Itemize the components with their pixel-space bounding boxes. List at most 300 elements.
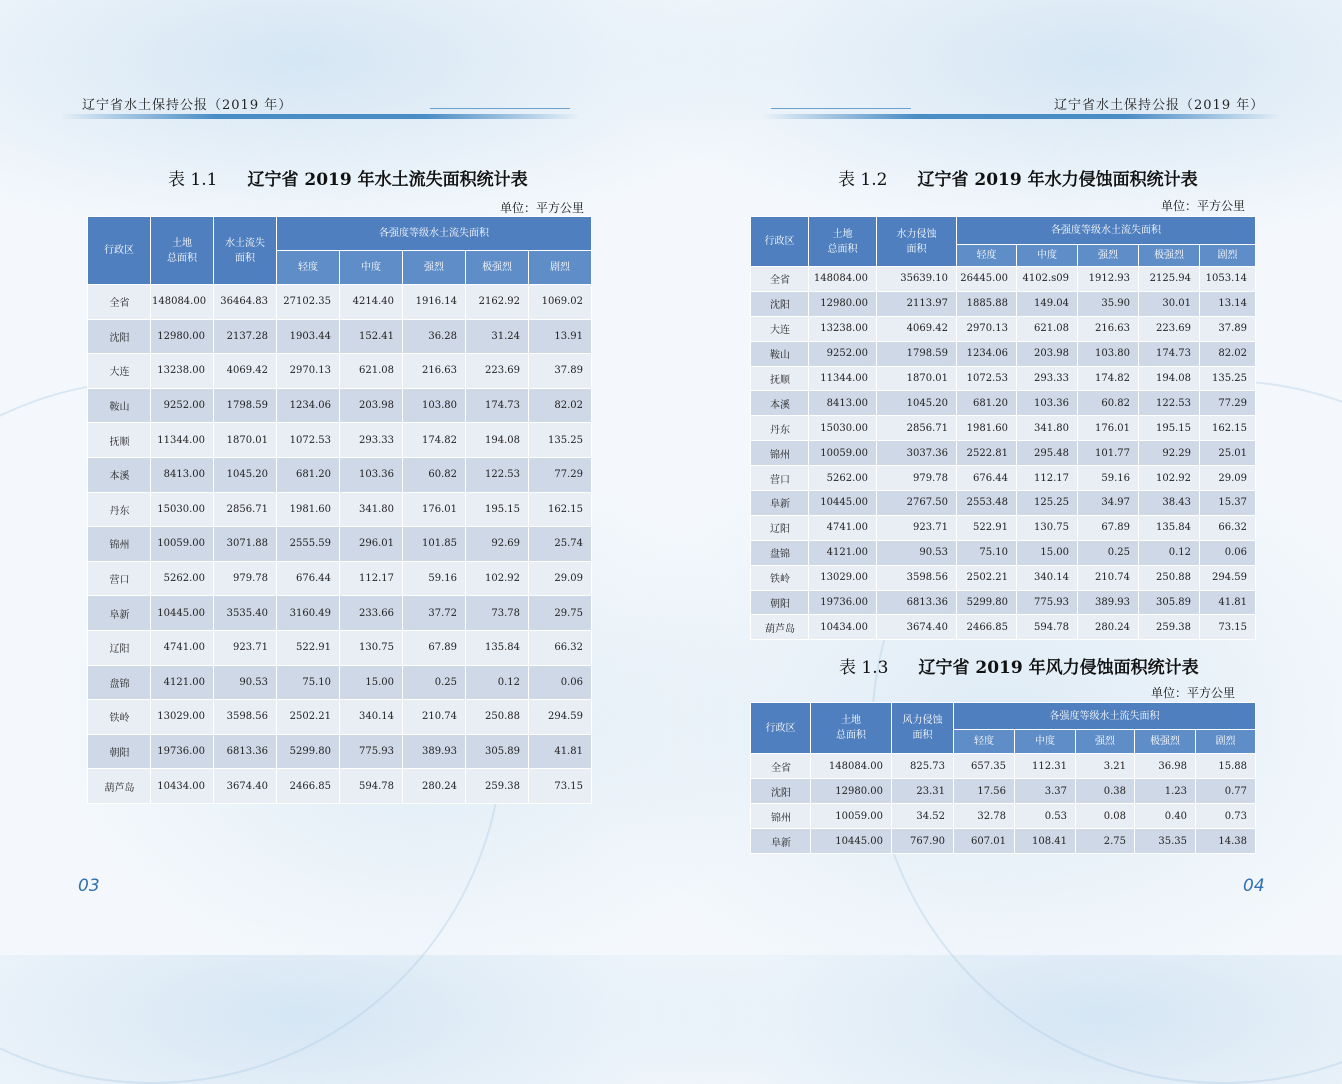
- cell-value: 2466.85: [957, 615, 1017, 640]
- cell-value: 594.78: [1017, 615, 1078, 640]
- cell-value: 10445.00: [809, 491, 877, 516]
- cell-value: 176.01: [1078, 416, 1139, 441]
- table-title-text: 辽宁省 2019 年水力侵蚀面积统计表: [917, 170, 1198, 190]
- table-row: [751, 341, 1256, 366]
- cell-value: 122.53: [466, 457, 529, 492]
- cell-value: 4069.42: [877, 316, 957, 341]
- cell-value: 59.16: [403, 561, 466, 596]
- cell-value: 195.15: [1139, 416, 1200, 441]
- running-header: 辽宁省水土保持公报（2019 年）: [1054, 98, 1265, 113]
- table-row: [751, 540, 1256, 565]
- cell-value: 135.84: [466, 630, 529, 665]
- cell-value: 223.69: [466, 354, 529, 389]
- region-name: 朝阳: [88, 734, 151, 769]
- cell-value: 1798.59: [214, 388, 277, 423]
- header-region: 行政区: [751, 217, 809, 267]
- cell-value: 2767.50: [877, 491, 957, 516]
- cell-value: 135.25: [1200, 366, 1256, 391]
- region-name: 阜新: [88, 596, 151, 631]
- table-row: [88, 561, 592, 596]
- cell-value: 10434.00: [151, 769, 214, 804]
- cell-value: 0.25: [403, 665, 466, 700]
- header-level: 剧烈: [1200, 245, 1256, 267]
- cell-value: 35.90: [1078, 291, 1139, 316]
- table-row: [751, 590, 1256, 615]
- cell-value: 825.73: [892, 754, 954, 779]
- cell-value: 12980.00: [809, 291, 877, 316]
- cell-value: 13238.00: [151, 354, 214, 389]
- table-number: 表 1.3: [839, 658, 889, 678]
- cell-value: 233.66: [340, 596, 403, 631]
- cell-value: 0.38: [1076, 779, 1135, 804]
- header-total-area: 土地 总面积: [151, 217, 214, 285]
- cell-value: 92.69: [466, 527, 529, 562]
- cell-value: 90.53: [877, 540, 957, 565]
- cell-value: 103.36: [340, 457, 403, 492]
- cell-value: 112.17: [340, 561, 403, 596]
- table-row: [751, 804, 1256, 829]
- cell-value: 10445.00: [151, 596, 214, 631]
- region-name: 全省: [751, 754, 811, 779]
- cell-value: 3160.49: [277, 596, 340, 631]
- cell-value: 13029.00: [151, 700, 214, 735]
- cell-value: 2555.59: [277, 527, 340, 562]
- cell-value: 195.15: [466, 492, 529, 527]
- cell-value: 594.78: [340, 769, 403, 804]
- header-rule: [761, 114, 1281, 119]
- cell-value: 1912.93: [1078, 267, 1139, 292]
- cell-value: 3.21: [1076, 754, 1135, 779]
- cell-value: 1885.88: [957, 291, 1017, 316]
- cell-value: 108.41: [1015, 829, 1076, 854]
- cell-value: 250.88: [466, 700, 529, 735]
- region-name: 锦州: [88, 527, 151, 562]
- cell-value: 4102.s09: [1017, 267, 1078, 292]
- cell-value: 174.73: [466, 388, 529, 423]
- cell-value: 27102.35: [277, 285, 340, 320]
- region-name: 葫芦岛: [88, 769, 151, 804]
- cell-value: 1981.60: [277, 492, 340, 527]
- cell-value: 112.17: [1017, 466, 1078, 491]
- cell-value: 174.82: [403, 423, 466, 458]
- table-title-text: 辽宁省 2019 年水土流失面积统计表: [247, 170, 528, 190]
- cell-value: 676.44: [957, 466, 1017, 491]
- cell-value: 38.43: [1139, 491, 1200, 516]
- region-name: 大连: [751, 316, 809, 341]
- cell-value: 102.92: [466, 561, 529, 596]
- cell-value: 90.53: [214, 665, 277, 700]
- cell-value: 66.32: [529, 630, 592, 665]
- header-level: 剧烈: [529, 251, 592, 285]
- cell-value: 305.89: [1139, 590, 1200, 615]
- cell-value: 775.93: [340, 734, 403, 769]
- region-name: 盘锦: [88, 665, 151, 700]
- table-row: [88, 700, 592, 735]
- cell-value: 2502.21: [957, 565, 1017, 590]
- cell-value: 135.25: [529, 423, 592, 458]
- table-row: [751, 515, 1256, 540]
- cell-value: 305.89: [466, 734, 529, 769]
- cell-value: 34.97: [1078, 491, 1139, 516]
- cell-value: 0.12: [1139, 540, 1200, 565]
- cell-value: 59.16: [1078, 466, 1139, 491]
- cell-value: 174.82: [1078, 366, 1139, 391]
- table-row: [88, 457, 592, 492]
- cell-value: 148084.00: [811, 754, 892, 779]
- cell-value: 73.78: [466, 596, 529, 631]
- cell-value: 4121.00: [151, 665, 214, 700]
- cell-value: 1981.60: [957, 416, 1017, 441]
- region-name: 朝阳: [751, 590, 809, 615]
- cell-value: 149.04: [1017, 291, 1078, 316]
- cell-value: 37.72: [403, 596, 466, 631]
- cell-value: 210.74: [403, 700, 466, 735]
- header-erosion-area: 水力侵蚀 面积: [877, 217, 957, 267]
- cell-value: 216.63: [403, 354, 466, 389]
- region-name: 本溪: [88, 457, 151, 492]
- cell-value: 5262.00: [151, 561, 214, 596]
- cell-value: 1.23: [1135, 779, 1196, 804]
- table-number: 表 1.1: [168, 170, 218, 190]
- cell-value: 77.29: [529, 457, 592, 492]
- region-name: 锦州: [751, 441, 809, 466]
- cell-value: 216.63: [1078, 316, 1139, 341]
- cell-value: 6813.36: [214, 734, 277, 769]
- cell-value: 280.24: [403, 769, 466, 804]
- region-name: 沈阳: [751, 779, 811, 804]
- cell-value: 15.37: [1200, 491, 1256, 516]
- cell-value: 2502.21: [277, 700, 340, 735]
- cell-value: 767.90: [892, 829, 954, 854]
- table-row: [88, 319, 592, 354]
- table-title: [838, 165, 1198, 190]
- cell-value: 294.59: [529, 700, 592, 735]
- cell-value: 923.71: [877, 515, 957, 540]
- cell-value: 75.10: [277, 665, 340, 700]
- cell-value: 92.29: [1139, 441, 1200, 466]
- region-name: 营口: [751, 466, 809, 491]
- unit-label: 单位：平方公里: [500, 201, 585, 215]
- cell-value: 29.09: [1200, 466, 1256, 491]
- cell-value: 0.73: [1196, 804, 1256, 829]
- header-region: 行政区: [88, 217, 151, 285]
- cell-value: 35639.10: [877, 267, 957, 292]
- right-page: [671, 0, 1342, 955]
- region-name: 本溪: [751, 391, 809, 416]
- cell-value: 2.75: [1076, 829, 1135, 854]
- cell-value: 341.80: [1017, 416, 1078, 441]
- table-row: [751, 441, 1256, 466]
- cell-value: 36464.83: [214, 285, 277, 320]
- cell-value: 130.75: [1017, 515, 1078, 540]
- header-erosion-area: 风力侵蚀 面积: [892, 703, 954, 754]
- table-row: [751, 829, 1256, 854]
- cell-value: 41.81: [529, 734, 592, 769]
- cell-value: 3598.56: [877, 565, 957, 590]
- cell-value: 162.15: [529, 492, 592, 527]
- header-level: 强烈: [403, 251, 466, 285]
- header-level: 轻度: [957, 245, 1017, 267]
- cell-value: 130.75: [340, 630, 403, 665]
- cell-value: 15030.00: [809, 416, 877, 441]
- table-row: [751, 491, 1256, 516]
- cell-value: 11344.00: [151, 423, 214, 458]
- table-row: [88, 527, 592, 562]
- cell-value: 5299.80: [277, 734, 340, 769]
- cell-value: 19736.00: [809, 590, 877, 615]
- cell-value: 340.14: [340, 700, 403, 735]
- cell-value: 12980.00: [811, 779, 892, 804]
- cell-value: 75.10: [957, 540, 1017, 565]
- page-number: 04: [1243, 876, 1265, 896]
- cell-value: 32.78: [954, 804, 1015, 829]
- cell-value: 1069.02: [529, 285, 592, 320]
- region-name: 铁岭: [751, 565, 809, 590]
- cell-value: 259.38: [1139, 615, 1200, 640]
- region-name: 大连: [88, 354, 151, 389]
- cell-value: 250.88: [1139, 565, 1200, 590]
- left-page: [0, 0, 671, 955]
- table-row: [88, 665, 592, 700]
- cell-value: 203.98: [340, 388, 403, 423]
- cell-value: 125.25: [1017, 491, 1078, 516]
- table-title: [168, 165, 528, 190]
- header-level: 中度: [1017, 245, 1078, 267]
- cell-value: 5299.80: [957, 590, 1017, 615]
- cell-value: 19736.00: [151, 734, 214, 769]
- cell-value: 29.09: [529, 561, 592, 596]
- cell-value: 621.08: [1017, 316, 1078, 341]
- region-name: 阜新: [751, 829, 811, 854]
- cell-value: 13.91: [529, 319, 592, 354]
- wind-erosion-table: [750, 702, 1256, 854]
- cell-value: 9252.00: [809, 341, 877, 366]
- header-level: 强烈: [1076, 730, 1135, 754]
- table-row: [751, 316, 1256, 341]
- cell-value: 73.15: [1200, 615, 1256, 640]
- cell-value: 66.32: [1200, 515, 1256, 540]
- region-name: 葫芦岛: [751, 615, 809, 640]
- cell-value: 979.78: [877, 466, 957, 491]
- cell-value: 67.89: [403, 630, 466, 665]
- cell-value: 112.31: [1015, 754, 1076, 779]
- cell-value: 296.01: [340, 527, 403, 562]
- region-name: 铁岭: [88, 700, 151, 735]
- cell-value: 0.06: [529, 665, 592, 700]
- cell-value: 2162.92: [466, 285, 529, 320]
- cell-value: 0.06: [1200, 540, 1256, 565]
- cell-value: 295.48: [1017, 441, 1078, 466]
- cell-value: 294.59: [1200, 565, 1256, 590]
- cell-value: 607.01: [954, 829, 1015, 854]
- header-level: 极强烈: [1139, 245, 1200, 267]
- cell-value: 923.71: [214, 630, 277, 665]
- table-row: [88, 596, 592, 631]
- cell-value: 176.01: [403, 492, 466, 527]
- cell-value: 36.98: [1135, 754, 1196, 779]
- header-level: 剧烈: [1196, 730, 1256, 754]
- cell-value: 11344.00: [809, 366, 877, 391]
- cell-value: 1903.44: [277, 319, 340, 354]
- cell-value: 280.24: [1078, 615, 1139, 640]
- cell-value: 1045.20: [214, 457, 277, 492]
- cell-value: 15.88: [1196, 754, 1256, 779]
- cell-value: 0.12: [466, 665, 529, 700]
- table-row: [751, 366, 1256, 391]
- cell-value: 1072.53: [277, 423, 340, 458]
- table-row: [88, 423, 592, 458]
- cell-value: 102.92: [1139, 466, 1200, 491]
- region-name: 沈阳: [751, 291, 809, 316]
- cell-value: 6813.36: [877, 590, 957, 615]
- cell-value: 174.73: [1139, 341, 1200, 366]
- region-name: 辽阳: [751, 515, 809, 540]
- cell-value: 0.53: [1015, 804, 1076, 829]
- cell-value: 2970.13: [277, 354, 340, 389]
- table-row: [751, 565, 1256, 590]
- cell-value: 162.15: [1200, 416, 1256, 441]
- cell-value: 223.69: [1139, 316, 1200, 341]
- cell-value: 681.20: [957, 391, 1017, 416]
- region-name: 鞍山: [88, 388, 151, 423]
- cell-value: 2856.71: [214, 492, 277, 527]
- region-name: 抚顺: [88, 423, 151, 458]
- table-row: [88, 734, 592, 769]
- cell-value: 1072.53: [957, 366, 1017, 391]
- header-level: 中度: [1015, 730, 1076, 754]
- table-title: [839, 653, 1199, 678]
- table-row: [88, 285, 592, 320]
- cell-value: 35.35: [1135, 829, 1196, 854]
- table-row: [751, 267, 1256, 292]
- cell-value: 203.98: [1017, 341, 1078, 366]
- soil-erosion-table: [87, 216, 592, 804]
- cell-value: 15.00: [340, 665, 403, 700]
- cell-value: 82.02: [1200, 341, 1256, 366]
- header-level: 轻度: [277, 251, 340, 285]
- cell-value: 13029.00: [809, 565, 877, 590]
- cell-value: 60.82: [403, 457, 466, 492]
- cell-value: 1798.59: [877, 341, 957, 366]
- table-row: [751, 416, 1256, 441]
- cell-value: 2137.28: [214, 319, 277, 354]
- cell-value: 82.02: [529, 388, 592, 423]
- region-name: 丹东: [751, 416, 809, 441]
- cell-value: 0.25: [1078, 540, 1139, 565]
- cell-value: 1870.01: [214, 423, 277, 458]
- cell-value: 26445.00: [957, 267, 1017, 292]
- cell-value: 389.93: [1078, 590, 1139, 615]
- cell-value: 103.80: [403, 388, 466, 423]
- cell-value: 4069.42: [214, 354, 277, 389]
- cell-value: 3674.40: [214, 769, 277, 804]
- cell-value: 522.91: [277, 630, 340, 665]
- cell-value: 4741.00: [809, 515, 877, 540]
- table-row: [751, 754, 1256, 779]
- unit-label: 单位：平方公里: [1151, 686, 1236, 700]
- cell-value: 36.28: [403, 319, 466, 354]
- cell-value: 25.01: [1200, 441, 1256, 466]
- header-level: 强烈: [1078, 245, 1139, 267]
- cell-value: 5262.00: [809, 466, 877, 491]
- cell-value: 15.00: [1017, 540, 1078, 565]
- cell-value: 2113.97: [877, 291, 957, 316]
- cell-value: 10059.00: [809, 441, 877, 466]
- table-row: [751, 779, 1256, 804]
- cell-value: 4214.40: [340, 285, 403, 320]
- header-intensity-group: 各强度等级水土流失面积: [954, 703, 1256, 730]
- cell-value: 2970.13: [957, 316, 1017, 341]
- region-name: 全省: [88, 285, 151, 320]
- cell-value: 122.53: [1139, 391, 1200, 416]
- cell-value: 3.37: [1015, 779, 1076, 804]
- cell-value: 37.89: [1200, 316, 1256, 341]
- header-total-area: 土地 总面积: [809, 217, 877, 267]
- region-name: 锦州: [751, 804, 811, 829]
- cell-value: 37.89: [529, 354, 592, 389]
- cell-value: 0.40: [1135, 804, 1196, 829]
- running-header: 辽宁省水土保持公报（2019 年）: [82, 98, 293, 113]
- cell-value: 522.91: [957, 515, 1017, 540]
- header-region: 行政区: [751, 703, 811, 754]
- cell-value: 148084.00: [151, 285, 214, 320]
- cell-value: 1234.06: [277, 388, 340, 423]
- cell-value: 657.35: [954, 754, 1015, 779]
- cell-value: 1870.01: [877, 366, 957, 391]
- cell-value: 9252.00: [151, 388, 214, 423]
- cell-value: 10059.00: [151, 527, 214, 562]
- cell-value: 3598.56: [214, 700, 277, 735]
- cell-value: 8413.00: [809, 391, 877, 416]
- cell-value: 2466.85: [277, 769, 340, 804]
- table-row: [88, 769, 592, 804]
- region-name: 阜新: [751, 491, 809, 516]
- cell-value: 30.01: [1139, 291, 1200, 316]
- cell-value: 8413.00: [151, 457, 214, 492]
- cell-value: 676.44: [277, 561, 340, 596]
- header-level: 轻度: [954, 730, 1015, 754]
- cell-value: 979.78: [214, 561, 277, 596]
- cell-value: 4121.00: [809, 540, 877, 565]
- cell-value: 10434.00: [809, 615, 877, 640]
- cell-value: 2522.81: [957, 441, 1017, 466]
- table-title-text: 辽宁省 2019 年风力侵蚀面积统计表: [918, 658, 1199, 678]
- region-name: 沈阳: [88, 319, 151, 354]
- cell-value: 34.52: [892, 804, 954, 829]
- cell-value: 340.14: [1017, 565, 1078, 590]
- cell-value: 0.77: [1196, 779, 1256, 804]
- cell-value: 1045.20: [877, 391, 957, 416]
- header-level: 极强烈: [466, 251, 529, 285]
- header-erosion-area: 水土流失 面积: [214, 217, 277, 285]
- cell-value: 1234.06: [957, 341, 1017, 366]
- header-intensity-group: 各强度等级水土流失面积: [277, 217, 592, 251]
- table-row: [751, 291, 1256, 316]
- cell-value: 77.29: [1200, 391, 1256, 416]
- cell-value: 293.33: [340, 423, 403, 458]
- header-intensity-group: 各强度等级水土流失面积: [957, 217, 1256, 245]
- cell-value: 194.08: [1139, 366, 1200, 391]
- header-level: 极强烈: [1135, 730, 1196, 754]
- water-erosion-table: [750, 216, 1256, 640]
- cell-value: 41.81: [1200, 590, 1256, 615]
- cell-value: 101.85: [403, 527, 466, 562]
- cell-value: 3535.40: [214, 596, 277, 631]
- cell-value: 2856.71: [877, 416, 957, 441]
- unit-label: 单位：平方公里: [1161, 199, 1246, 213]
- cell-value: 67.89: [1078, 515, 1139, 540]
- header-total-area: 土地 总面积: [811, 703, 892, 754]
